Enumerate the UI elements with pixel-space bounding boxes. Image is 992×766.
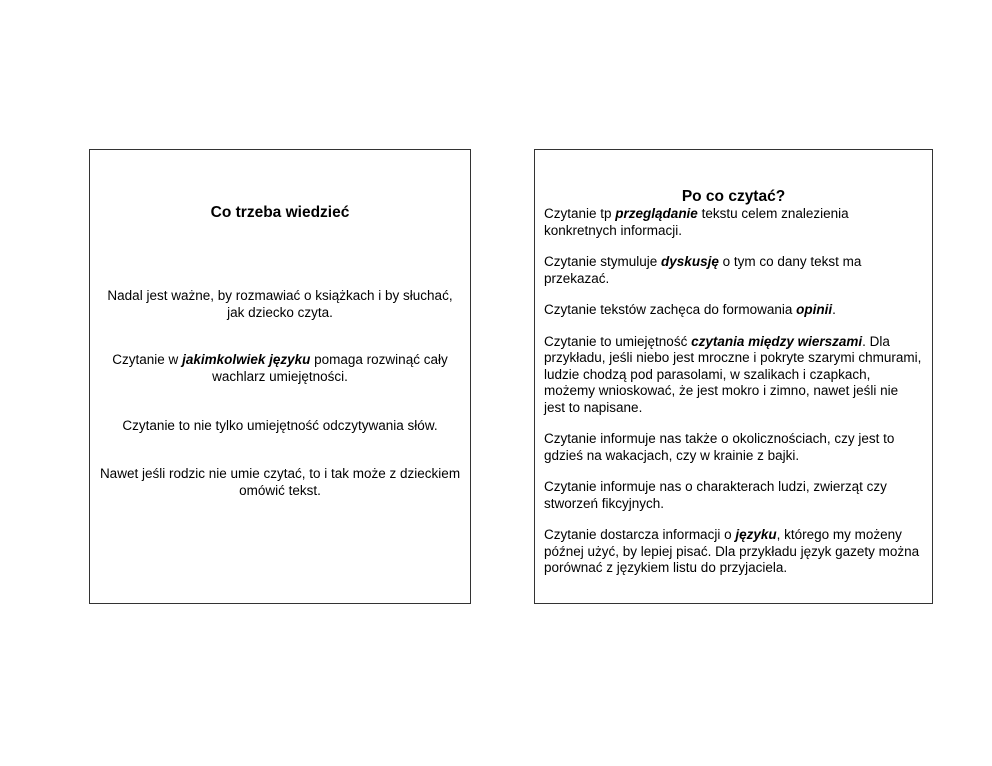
right-paragraph-4-emphasis: czytania między wierszami [691, 333, 863, 349]
right-paragraph-2 [544, 254, 922, 287]
left-paragraph-2 [98, 351, 462, 385]
right-paragraph-1-emphasis: przeglądanie [615, 206, 698, 221]
right-paragraph-4 [544, 334, 922, 417]
right-paragraph-5 [544, 431, 922, 464]
right-paragraph-4-pre: Czytanie to umiejętność [544, 333, 692, 349]
right-card-title: Po co czytać? [681, 188, 786, 205]
left-paragraph-1 [98, 287, 462, 321]
right-paragraph-7-pre: Czytanie dostarcza informacji o [544, 527, 736, 542]
left-paragraph-4 [98, 465, 462, 499]
right-paragraph-1-pre: Czytanie tp [544, 206, 616, 221]
left-card-title: Co trzeba wiedzieć [210, 204, 350, 221]
right-paragraph-1-post: tekstu celem znalezienia konkretnych informacji. [544, 206, 849, 238]
left-paragraph-4-text: Nawet jeśli rodzic nie umie czytać, to i tak może z dzieckiem omówić tekst. [99, 466, 461, 498]
right-paragraph-2-post: o tym co dany tekst ma przekazać. [544, 254, 862, 286]
left-paragraph-3 [98, 417, 462, 434]
left-paragraph-2-post: pomaga rozwinąć cały wachlarz umiejętności. [212, 352, 448, 384]
right-card [534, 149, 933, 604]
right-paragraph-6-pre: Czytanie informuje nas o charakterach ludzi, zwierząt czy stworzeń fikcyjnych. [544, 479, 887, 511]
right-paragraph-7-emphasis: języku [735, 527, 777, 542]
right-paragraph-2-pre: Czytanie stymuluje [544, 254, 662, 269]
left-paragraph-2-pre: Czytanie w [112, 352, 183, 367]
right-paragraph-3 [544, 302, 922, 319]
right-paragraph-3-pre: Czytanie tekstów zachęca do formowania [544, 302, 797, 317]
left-paragraph-2-emphasis: jakimkolwiek języku [182, 352, 311, 367]
left-paragraph-3-text: Czytanie to nie tylko umiejętność odczytywania słów. [122, 418, 438, 433]
right-paragraph-3-emphasis: opinii [796, 302, 833, 317]
right-paragraph-3-post: . [832, 302, 836, 317]
right-paragraph-6 [544, 479, 922, 512]
right-paragraph-list [544, 206, 922, 592]
right-paragraph-5-pre: Czytanie informuje nas także o okolicznościach, czy jest to gdzieś na wakacjach, czy w krainie z bajki. [544, 431, 895, 463]
left-paragraph-1-text: Nadal jest ważne, by rozmawiać o książkach i by słuchać, jak dziecko czyta. [107, 288, 453, 320]
left-card [89, 149, 471, 604]
right-paragraph-1 [544, 206, 922, 239]
right-paragraph-7-post: , którego my możeny późnej użyć, by lepiej pisać. Dla przykładu język gazety można porównać z językiem listu do przyjaciela. [544, 527, 920, 575]
right-paragraph-2-emphasis: dyskusję [661, 254, 719, 269]
right-paragraph-7 [544, 527, 922, 577]
right-paragraph-4-post: . Dla przykładu, jeśli niebo jest mroczne i pokryte szarymi chmurami, ludzie chodzą pod parasolami, w szalikach i czapkach, możemy wnioskować, że jest mokro i zimno, nawet jeśli nie jest to napisane. [544, 333, 922, 415]
